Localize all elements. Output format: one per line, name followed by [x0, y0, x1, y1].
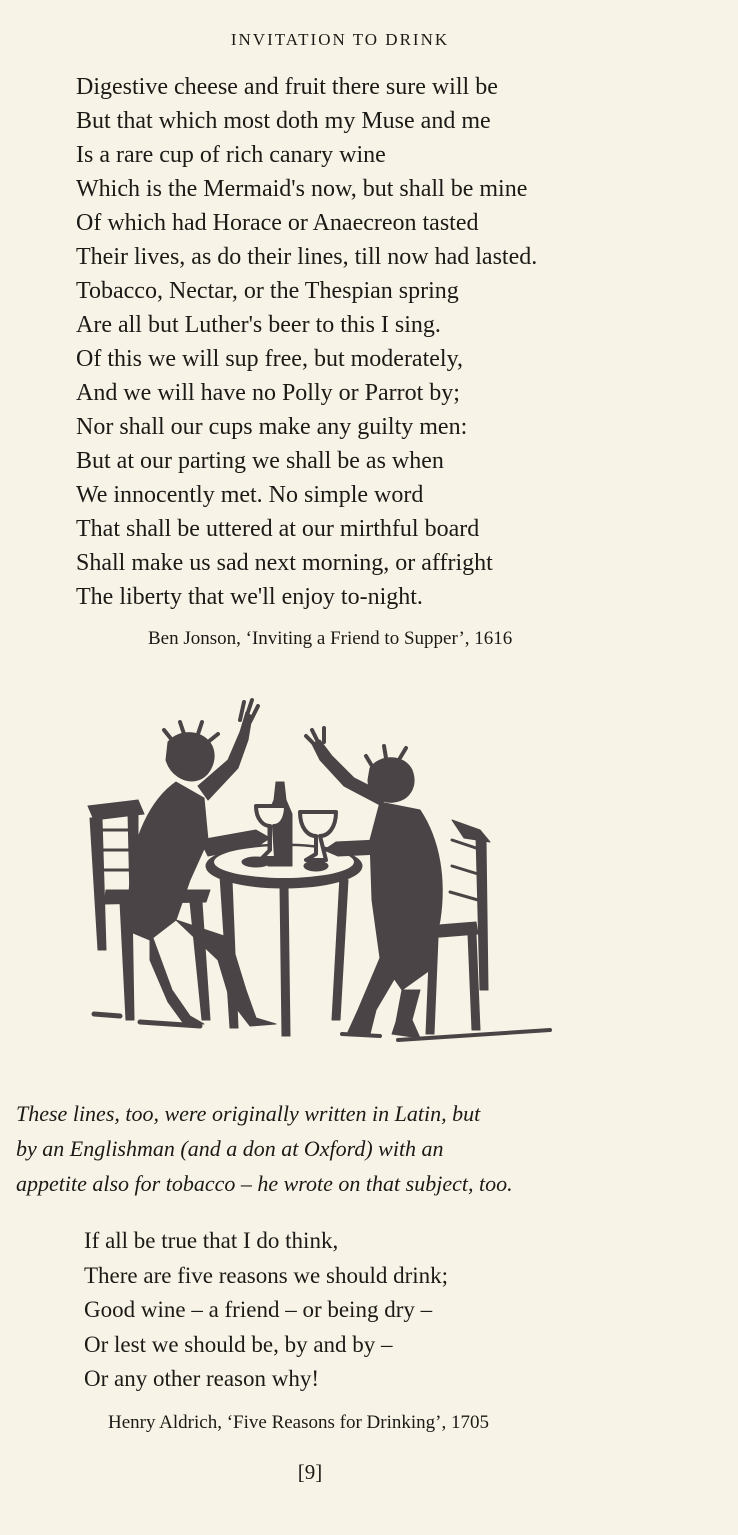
drinkers-illustration — [80, 690, 560, 1050]
poem-line: If all be true that I do think, — [84, 1228, 339, 1253]
page-number: [9] — [297, 1460, 323, 1484]
poem-line: Shall make us sad next morning, or affright — [76, 550, 493, 576]
poem-line: Of this we will sup free, but moderately, — [76, 346, 464, 372]
poem-line: But that which most doth my Muse and me — [76, 108, 491, 134]
poem-line: We innocently met. No simple word — [76, 482, 424, 508]
prose-line: These lines, too, were originally written in Latin, but — [16, 1101, 481, 1126]
prose-line: appetite also for tobacco – he wrote on that subject, too. — [16, 1171, 513, 1196]
poem-line: Nor shall our cups make any guilty men: — [76, 414, 468, 440]
poem-jonson — [76, 70, 537, 614]
prose-paragraph — [16, 1096, 636, 1201]
poem-line: Which is the Mermaid's now, but shall be mine — [76, 176, 528, 202]
poem-line: Are all but Luther's beer to this I sing. — [76, 312, 441, 338]
poem-line: Good wine – a friend – or being dry – — [84, 1297, 433, 1322]
running-head: INVITATION TO DRINK — [230, 30, 450, 49]
poem-line: Or lest we should be, by and by – — [84, 1331, 393, 1357]
poem-line: That shall be uttered at our mirthful board — [76, 516, 480, 542]
poem-line: The liberty that we'll enjoy to-night. — [76, 584, 423, 610]
poem-line: And we will have no Polly or Parrot by; — [76, 380, 460, 406]
poem-line: Tobacco, Nectar, or the Thespian spring — [76, 278, 459, 304]
attribution-jonson: Ben Jonson, ‘Inviting a Friend to Supper’, 1616 — [148, 628, 513, 649]
poem-line: But at our parting we shall be as when — [76, 448, 444, 474]
table-shape — [206, 844, 362, 1036]
poem-line: Their lives, as do their lines, till now had lasted. — [76, 244, 538, 270]
poem-line: There are five reasons we should drink; — [84, 1262, 449, 1288]
attribution-aldrich: Henry Aldrich, ‘Five Reasons for Drinking’, 1705 — [108, 1412, 489, 1433]
poem-line: Digestive cheese and fruit there sure will be — [76, 74, 498, 100]
poem-aldrich — [84, 1224, 448, 1397]
poem-line: Of which had Horace or Anaecreon tasted — [76, 210, 479, 236]
prose-line: by an Englishman (and a don at Oxford) with an — [16, 1136, 444, 1161]
poem-line: Or any other reason why! — [84, 1366, 320, 1391]
poem-line: Is a rare cup of rich canary wine — [76, 142, 386, 168]
